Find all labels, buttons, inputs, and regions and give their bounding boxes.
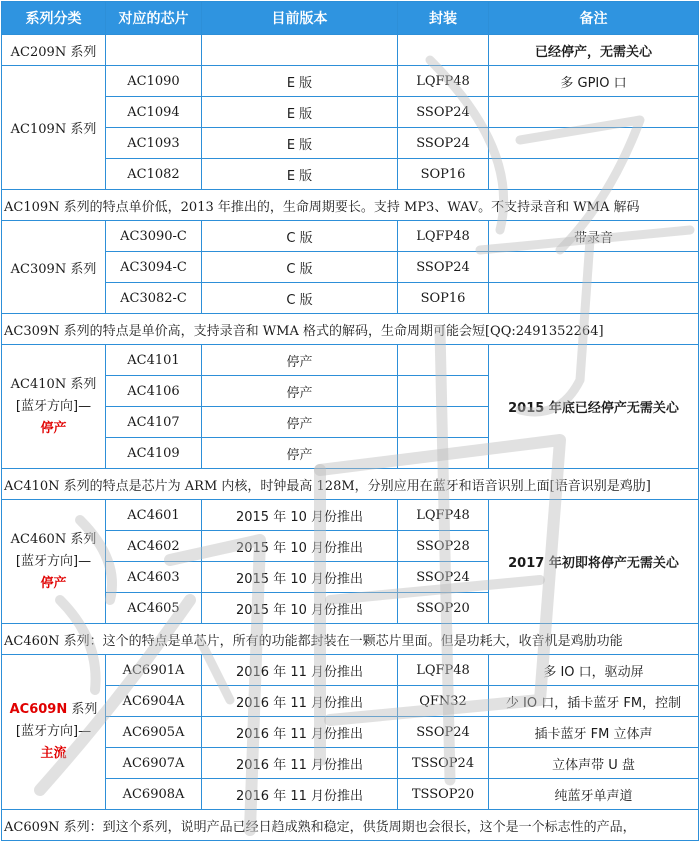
package-cell (398, 345, 489, 376)
remark-cell: 立体声带 U 盘 (489, 748, 699, 779)
series-name: AC460N 系列 (10, 531, 97, 547)
package-cell: SSOP28 (398, 531, 489, 562)
remark-cell (489, 159, 699, 190)
remark-cell: 已经停产，无需关心 (489, 35, 699, 66)
header-series: 系列分类 (2, 2, 106, 35)
table-row (2, 35, 699, 66)
header-chip: 对应的芯片 (106, 2, 202, 35)
chip-cell: AC4109 (106, 438, 202, 469)
remark-cell: 少 IO 口，插卡蓝牙 FM，控制 (489, 686, 699, 717)
chip-cell: AC6901A (106, 655, 202, 686)
series-note: AC109N 系列的特点单价低，2013 年推出的，生命周期要长。支持 MP3、WAV。不支持录音和 WMA 解码 (2, 190, 699, 221)
chip-cell: AC4602 (106, 531, 202, 562)
table-row (2, 500, 699, 531)
version-cell: 2016 年 11 月份推出 (202, 779, 398, 810)
series-cell: AC309N 系列 (2, 221, 106, 314)
version-cell: E 版 (202, 97, 398, 128)
series-direction: [蓝牙方向]— (15, 724, 92, 739)
table-row (2, 252, 699, 283)
version-cell: 2016 年 11 月份推出 (202, 717, 398, 748)
chip-cell: AC6908A (106, 779, 202, 810)
series-status: 停产 (40, 575, 67, 591)
series-cell: AC109N 系列 (2, 66, 106, 190)
note-row (2, 314, 699, 345)
table-row (2, 717, 699, 748)
package-cell: SSOP24 (398, 97, 489, 128)
remark-cell: 插卡蓝牙 FM 立体声 (489, 717, 699, 748)
version-cell: 2015 年 10 月份推出 (202, 562, 398, 593)
table-row (2, 97, 699, 128)
series-cell (2, 500, 106, 624)
remark-cell: 多 IO 口，驱动屏 (489, 655, 699, 686)
chip-cell: AC1094 (106, 97, 202, 128)
note-row (2, 190, 699, 221)
table-row (2, 748, 699, 779)
package-cell: TSSOP20 (398, 779, 489, 810)
note-row (2, 469, 699, 500)
series-direction: [蓝牙方向]— (15, 398, 92, 414)
package-cell: SOP16 (398, 159, 489, 190)
series-note: AC460N 系列：这个的特点是单芯片，所有的功能都封装在一颗芯片里面。但是功耗大，收音机是鸡肋功能 (2, 624, 699, 655)
remark-cell: 多 GPIO 口 (489, 66, 699, 97)
chip-cell: AC3082-C (106, 283, 202, 314)
version-cell: 2016 年 11 月份推出 (202, 686, 398, 717)
chip-cell: AC6907A (106, 748, 202, 779)
package-cell: LQFP48 (398, 221, 489, 252)
package-cell: LQFP48 (398, 500, 489, 531)
chip-cell: AC6904A (106, 686, 202, 717)
chip-table (1, 1, 699, 841)
version-cell: E 版 (202, 159, 398, 190)
package-cell: SSOP24 (398, 252, 489, 283)
header-version: 目前版本 (202, 2, 398, 35)
package-cell: SSOP20 (398, 593, 489, 624)
chip-cell: AC6905A (106, 717, 202, 748)
package-cell (398, 376, 489, 407)
chip-cell: AC3094-C (106, 252, 202, 283)
version-cell: 停产 (202, 407, 398, 438)
table-row (2, 655, 699, 686)
series-note: AC609N 系列：到这个系列，说明产品已经日趋成熟和稳定，供货周期也会很长，这个是一个标志性的产品， (2, 810, 699, 841)
remark-cell: 纯蓝牙单声道 (489, 779, 699, 810)
series-status: 主流 (40, 746, 67, 761)
remark-cell: 2017 年初即将停产无需关心 (489, 500, 699, 624)
header-package: 封装 (398, 2, 489, 35)
chip-cell: AC1082 (106, 159, 202, 190)
header-row (2, 2, 699, 35)
chip-cell: AC4107 (106, 407, 202, 438)
version-cell: E 版 (202, 128, 398, 159)
note-row (2, 810, 699, 841)
chip-cell: AC1093 (106, 128, 202, 159)
package-cell: SSOP24 (398, 128, 489, 159)
table-row (2, 66, 699, 97)
series-name-suffix: 系列 (67, 702, 98, 717)
remark-cell (489, 283, 699, 314)
version-cell (202, 35, 398, 66)
remark-cell (489, 252, 699, 283)
package-cell: SSOP24 (398, 562, 489, 593)
version-cell: 停产 (202, 345, 398, 376)
table-row (2, 283, 699, 314)
table-row (2, 345, 699, 376)
package-cell: TSSOP24 (398, 748, 489, 779)
chip-cell: AC4106 (106, 376, 202, 407)
package-cell: LQFP48 (398, 655, 489, 686)
series-cell (2, 345, 106, 469)
chip-cell: AC3090-C (106, 221, 202, 252)
table-row (2, 686, 699, 717)
remark-cell (489, 128, 699, 159)
series-direction: [蓝牙方向]— (15, 553, 92, 569)
chip-cell: AC4601 (106, 500, 202, 531)
version-cell: 2015 年 10 月份推出 (202, 593, 398, 624)
package-cell: LQFP48 (398, 66, 489, 97)
chip-cell (106, 35, 202, 66)
series-cell: AC209N 系列 (2, 35, 106, 66)
series-name: AC410N 系列 (10, 376, 97, 392)
series-cell (2, 655, 106, 810)
remark-cell: 带录音 (489, 221, 699, 252)
package-cell: SSOP24 (398, 717, 489, 748)
table-row (2, 779, 699, 810)
version-cell: C 版 (202, 252, 398, 283)
package-cell: QFN32 (398, 686, 489, 717)
version-cell: 2016 年 11 月份推出 (202, 655, 398, 686)
version-cell: C 版 (202, 283, 398, 314)
series-name-red: AC609N (9, 702, 68, 717)
series-name (2, 699, 105, 721)
series-note: AC309N 系列的特点是单价高，支持录音和 WMA 格式的解码，生命周期可能会短[QQ:2491352264] (2, 314, 699, 345)
package-cell: SOP16 (398, 283, 489, 314)
table-row (2, 159, 699, 190)
package-cell (398, 407, 489, 438)
note-row (2, 624, 699, 655)
chip-cell: AC1090 (106, 66, 202, 97)
version-cell: 停产 (202, 376, 398, 407)
table-row (2, 221, 699, 252)
series-note: AC410N 系列的特点是芯片为 ARM 内核，时钟最高 128M，分别应用在蓝牙和语音识别上面[语音识别是鸡肋] (2, 469, 699, 500)
chip-cell: AC4603 (106, 562, 202, 593)
series-status: 停产 (40, 420, 67, 436)
package-cell (398, 35, 489, 66)
chip-cell: AC4101 (106, 345, 202, 376)
version-cell: 停产 (202, 438, 398, 469)
remark-cell (489, 97, 699, 128)
chip-cell: AC4605 (106, 593, 202, 624)
header-remark: 备注 (489, 2, 699, 35)
version-cell: E 版 (202, 66, 398, 97)
version-cell: 2016 年 11 月份推出 (202, 748, 398, 779)
remark-cell: 2015 年底已经停产无需关心 (489, 345, 699, 469)
version-cell: 2015 年 10 月份推出 (202, 500, 398, 531)
version-cell: 2015 年 10 月份推出 (202, 531, 398, 562)
table-row (2, 128, 699, 159)
version-cell: C 版 (202, 221, 398, 252)
package-cell (398, 438, 489, 469)
